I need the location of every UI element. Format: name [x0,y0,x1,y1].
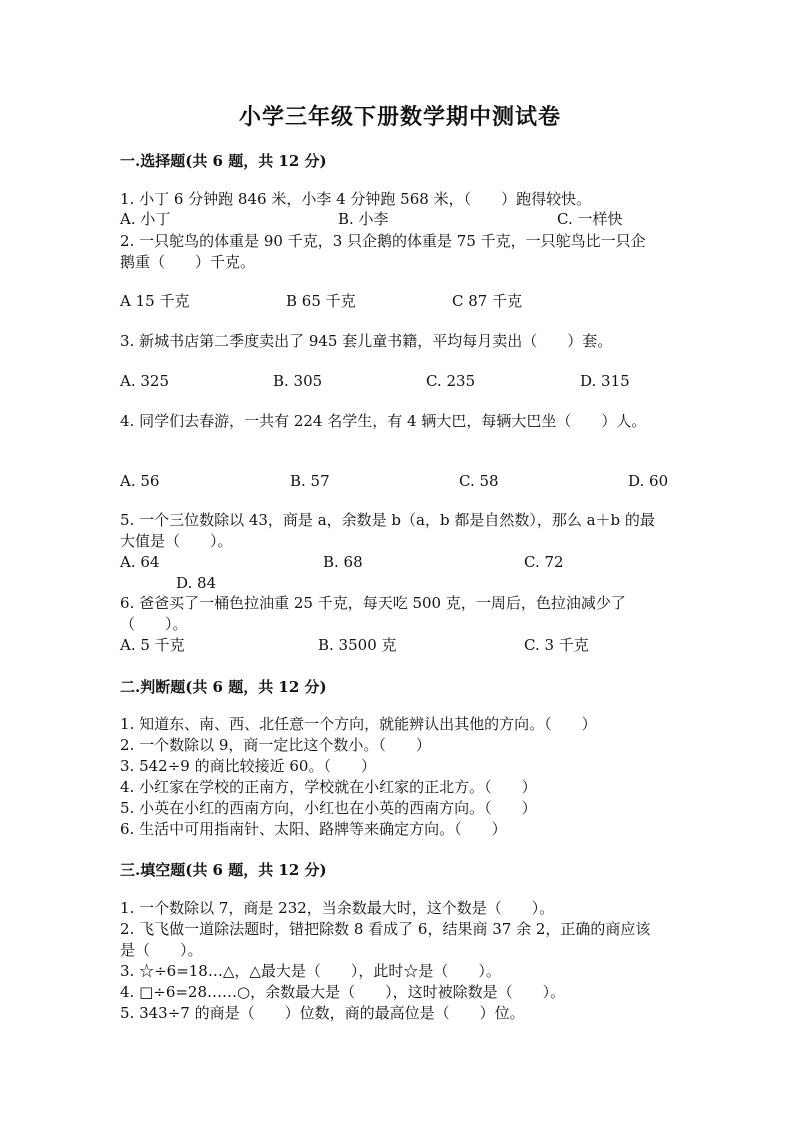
question-text: 是（ ）。 [120,941,203,959]
question-text: 鹅重（ ）千克。 [120,253,256,271]
section-heading-choice: 一.选择题(共 6 题，共 12 分) [120,152,327,170]
section-heading-fill-blank: 三.填空题(共 6 题，共 12 分) [120,861,327,879]
option: A. 56 [120,472,160,490]
option: D. 84 [176,574,217,592]
option: C. 3 千克 [524,636,589,654]
question-text: 4. □÷6=28……○，余数最大是（ ），这时被除数是（ ）。 [120,983,566,1001]
option: A. 5 千克 [120,636,185,654]
option: D. 315 [580,372,630,390]
option: C. 一样快 [557,210,623,228]
question-text: 2. 飞飞做一道除法题时，错把除数 8 看成了 6，结果商 37 余 2，正确的商应该 [120,920,651,938]
question-text: 1. 一个数除以 7，商是 232，当余数最大时，这个数是（ ）。 [120,899,555,917]
section-heading-judgement: 二.判断题(共 6 题，共 12 分) [120,678,327,696]
option: B. 68 [323,553,363,571]
question-text: 1. 小丁 6 分钟跑 846 米，小李 4 分钟跑 568 米，（ ）跑得较快。 [120,190,592,208]
question-text: 4. 小红家在学校的正南方，学校就在小红家的正北方。（ ） [120,778,537,796]
page-title: 小学三年级下册数学期中测试卷 [238,104,561,130]
option: A. 64 [120,553,160,571]
option: B. 57 [290,472,330,490]
option: B 65 千克 [286,292,356,310]
question-text: 3. 542÷9 的商比较接近 60。（ ） [120,757,376,775]
option: A 15 千克 [120,292,190,310]
option: B. 小李 [338,210,389,228]
option: B. 3500 克 [318,636,397,654]
question-text: 3. ☆÷6=18…△，△最大是（ ），此时☆是（ ）。 [120,962,501,980]
option: B. 305 [273,372,323,390]
option: C. 72 [524,553,564,571]
question-text: 1. 知道东、南、西、北任意一个方向，就能辨认出其他的方向。（ ） [120,715,597,733]
question-text: （ ）。 [120,615,188,633]
question-text: 2. 一只鸵鸟的体重是 90 千克，3 只企鹅的体重是 75 千克，一只鸵鸟比一只企 [120,232,646,250]
question-text: 大值是（ ）。 [120,532,233,550]
question-text: 5. 小英在小红的西南方向，小红也在小英的西南方向。（ ） [120,799,537,817]
question-text: 6. 生活中可用指南针、太阳、路牌等来确定方向。（ ） [120,820,507,838]
question-text: 6. 爸爸买了一桶色拉油重 25 千克，每天吃 500 克，一周后，色拉油减少了 [120,594,626,612]
question-text: 4. 同学们去春游，一共有 224 名学生，有 4 辆大巴，每辆大巴坐（ ）人。 [120,412,647,430]
option: C 87 千克 [452,292,523,310]
question-text: 5. 343÷7 的商是（ ）位数，商的最高位是（ ）位。 [120,1004,525,1022]
option: D. 60 [628,472,669,490]
question-text: 2. 一个数除以 9，商一定比这个数小。（ ） [120,736,431,754]
option: C. 235 [426,372,476,390]
option: C. 58 [459,472,499,490]
question-text: 3. 新城书店第二季度卖出了 945 套儿童书籍，平均每月卖出（ ）套。 [120,332,613,350]
option: A. 325 [120,372,169,390]
question-text: 5. 一个三位数除以 43，商是 a，余数是 b（a，b 都是自然数），那么 a＋b 的最 [120,511,655,529]
option: A. 小丁 [120,210,171,228]
